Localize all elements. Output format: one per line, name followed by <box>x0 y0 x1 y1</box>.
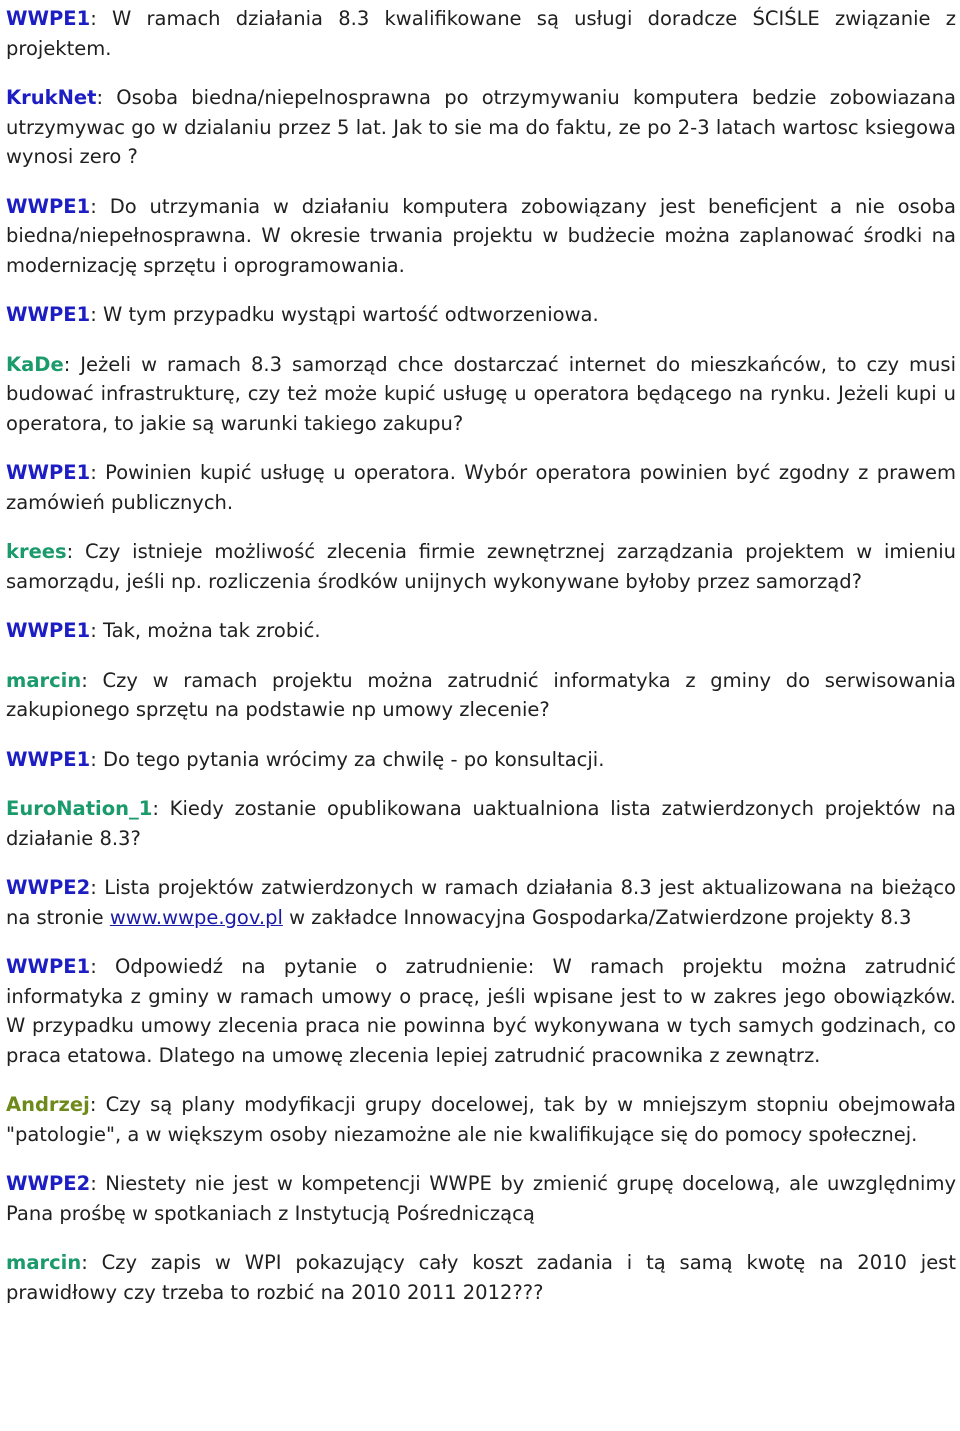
chat-message: KrukNet: Osoba biedna/niepelnosprawna po otrzymywaniu komputera bedzie zobowiazana utrzymywac go w dzialaniu przez 5 lat. Jak to sie ma do faktu, ze po 2-3 latach wartosc ksiegowa wynosi zero ? <box>6 86 956 168</box>
author-name: Andrzej <box>6 1093 90 1116</box>
chat-message: WWPE2: Niestety nie jest w kompetencji WWPE by zmienić grupę docelową, ale uwzględnimy Pana prośbę w spotkaniach z Instytucją Pośredniczącą <box>6 1172 956 1225</box>
chat-message: WWPE1: W ramach działania 8.3 kwalifikowane są usługi doradcze ŚCIŚLE związanie z projektem. <box>6 7 956 60</box>
author-name: WWPE2 <box>6 876 91 899</box>
website-link[interactable]: www.wwpe.gov.pl <box>109 905 283 929</box>
message-text: Kiedy zostanie opublikowana uaktualniona lista zatwierdzonych projektów na działanie 8.3? <box>6 797 956 850</box>
chat-message: WWPE2: Lista projektów zatwierdzonych w ramach działania 8.3 jest aktualizowana na bieżąco na stronie www.wwpe.gov.pl w zakładce Innowacyjna Gospodarka/Zatwierdzone projekty 8.3 <box>6 876 956 929</box>
author-name: WWPE2 <box>6 1172 91 1195</box>
author-name: KaDe <box>6 352 64 376</box>
chat-message: Andrzej: Czy są plany modyfikacji grupy docelowej, tak by w mniejszym stopniu obejmowała "patologie", a w większym osoby niezamożne ale nie kwalifikujące się do pomocy społecznej. <box>6 1093 956 1146</box>
message-text: Niestety nie jest w kompetencji WWPE by zmienić grupę docelową, ale uwzględnimy Pana prośbę w spotkaniach z Instytucją Pośredniczącą <box>6 1172 956 1225</box>
message-text: Powinien kupić usługę u operatora. Wybór operatora powinien być zgodny z prawem zamówień publicznych. <box>6 461 956 514</box>
message-text: Czy są plany modyfikacji grupy docelowej, tak by w mniejszym stopniu obejmowała "patologie", a w większym osoby niezamożne ale nie kwalifikujące się do pomocy społecznej. <box>6 1093 956 1146</box>
message-text: Czy w ramach projektu można zatrudnić informatyka z gminy do serwisowania zakupionego sprzętu na podstawie np umowy zlecenie? <box>6 668 956 721</box>
author-name: WWPE1 <box>6 461 91 484</box>
chat-message: WWPE1: Powinien kupić usługę u operatora. Wybór operatora powinien być zgodny z prawem zamówień publicznych. <box>6 461 956 514</box>
message-text: Odpowiedź na pytanie o zatrudnienie: W ramach projektu można zatrudnić informatyka z gminy w ramach umowy o pracę, jeśli wpisane jest to w zakres jego obowiązków. W przypadku umowy zlecenia praca nie powinna być wykonywana w tych samych godzinach, co praca etatowa. Dlatego na umowę zlecenia lepiej zatrudnić pracownika z zewnątrz. <box>6 955 956 1067</box>
author-name: WWPE1 <box>6 955 91 978</box>
chat-message: WWPE1: Tak, można tak zrobić. <box>6 619 321 642</box>
chat-message: WWPE1: Do utrzymania w działaniu komputera zobowiązany jest beneficjent a nie osoba biedna/niepełnosprawna. W okresie trwania projektu w budżecie można zaplanować środki na modernizację sprzętu i oprogramowania. <box>6 194 956 277</box>
chat-message: krees: Czy istnieje możliwość zlecenia firmie zewnętrznej zarządzania projektem w imieniu samorządu, jeśli np. rozliczenia środków unijnych wykonywane byłoby przez samorząd? <box>6 540 956 593</box>
author-name: WWPE1 <box>6 619 91 642</box>
message-text: Czy istnieje możliwość zlecenia firmie zewnętrznej zarządzania projektem w imieniu samorządu, jeśli np. rozliczenia środków unijnych wykonywane byłoby przez samorząd? <box>6 540 956 593</box>
message-text: Tak, można tak zrobić. <box>102 619 321 642</box>
message-text: Do tego pytania wrócimy za chwilę - po konsultacji. <box>102 747 605 771</box>
author-name: EuroNation_1 <box>6 797 153 820</box>
message-text: w zakładce Innowacyjna Gospodarka/Zatwierdzone projekty 8.3 <box>282 905 912 929</box>
message-text: Lista projektów zatwierdzonych w ramach działania 8.3 jest aktualizowana na bieżąco na stronie <box>6 876 956 929</box>
author-name: WWPE1 <box>6 194 91 218</box>
message-text: W tym przypadku wystąpi wartość odtworzeniowa. <box>102 303 599 326</box>
author-name: WWPE1 <box>6 7 91 30</box>
author-name: KrukNet <box>6 86 97 109</box>
chat-message: EuroNation_1: Kiedy zostanie opublikowana uaktualniona lista zatwierdzonych projektów na działanie 8.3? <box>6 797 956 850</box>
message-text: Do utrzymania w działaniu komputera zobowiązany jest beneficjent a nie osoba biedna/niepełnosprawna. W okresie trwania projektu w budżecie można zaplanować środki na modernizację sprzętu i oprogramowania. <box>6 194 956 277</box>
chat-message: KaDe: Jeżeli w ramach 8.3 samorząd chce dostarczać internet do mieszkańców, to czy musi budować infrastrukturę, czy też może kupić usługę u operatora będącego na rynku. Jeżeli kupi u operatora, to jakie są warunki takiego zakupu? <box>6 352 956 435</box>
chat-message: marcin: Czy w ramach projektu można zatrudnić informatyka z gminy do serwisowania zakupionego sprzętu na podstawie np umowy zlecenie? <box>6 668 956 721</box>
chat-message: WWPE1: Odpowiedź na pytanie o zatrudnienie: W ramach projektu można zatrudnić informatyka z gminy w ramach umowy o pracę, jeśli wpisane jest to w zakres jego obowiązków. W przypadku umowy zlecenia praca nie powinna być wykonywana w tych samych godzinach, co praca etatowa. Dlatego na umowę zlecenia lepiej zatrudnić pracownika z zewnątrz. <box>6 955 956 1067</box>
chat-message: WWPE1: W tym przypadku wystąpi wartość odtworzeniowa. <box>6 303 599 326</box>
message-text: Czy zapis w WPI pokazujący cały koszt zadania i tą samą kwotę na 2010 jest prawidłowy czy trzeba to rozbić na 2010 2011 2012??? <box>6 1251 956 1304</box>
message-text: Osoba biedna/niepelnosprawna po otrzymywaniu komputera bedzie zobowiazana utrzymywac go w dzialaniu przez 5 lat. Jak to sie ma do faktu, ze po 2-3 latach wartosc ksiegowa wynosi zero ? <box>6 86 956 168</box>
author-name: krees <box>6 540 67 563</box>
chat-message: marcin: Czy zapis w WPI pokazujący cały koszt zadania i tą samą kwotę na 2010 jest prawidłowy czy trzeba to rozbić na 2010 2011 2012??? <box>6 1251 956 1304</box>
author-name: WWPE1 <box>6 303 91 326</box>
chat-message: WWPE1: Do tego pytania wrócimy za chwilę - po konsultacji. <box>6 747 605 771</box>
author-name: WWPE1 <box>6 747 91 771</box>
author-name: marcin <box>6 668 82 692</box>
chat-transcript <box>6 4 956 1327</box>
author-name: marcin <box>6 1251 82 1274</box>
message-text: Jeżeli w ramach 8.3 samorząd chce dostarczać internet do mieszkańców, to czy musi budować infrastrukturę, czy też może kupić usługę u operatora będącego na rynku. Jeżeli kupi u operatora, to jakie są warunki takiego zakupu? <box>6 352 956 435</box>
message-text: W ramach działania 8.3 kwalifikowane są usługi doradcze ŚCIŚLE związanie z projektem. <box>6 7 956 60</box>
